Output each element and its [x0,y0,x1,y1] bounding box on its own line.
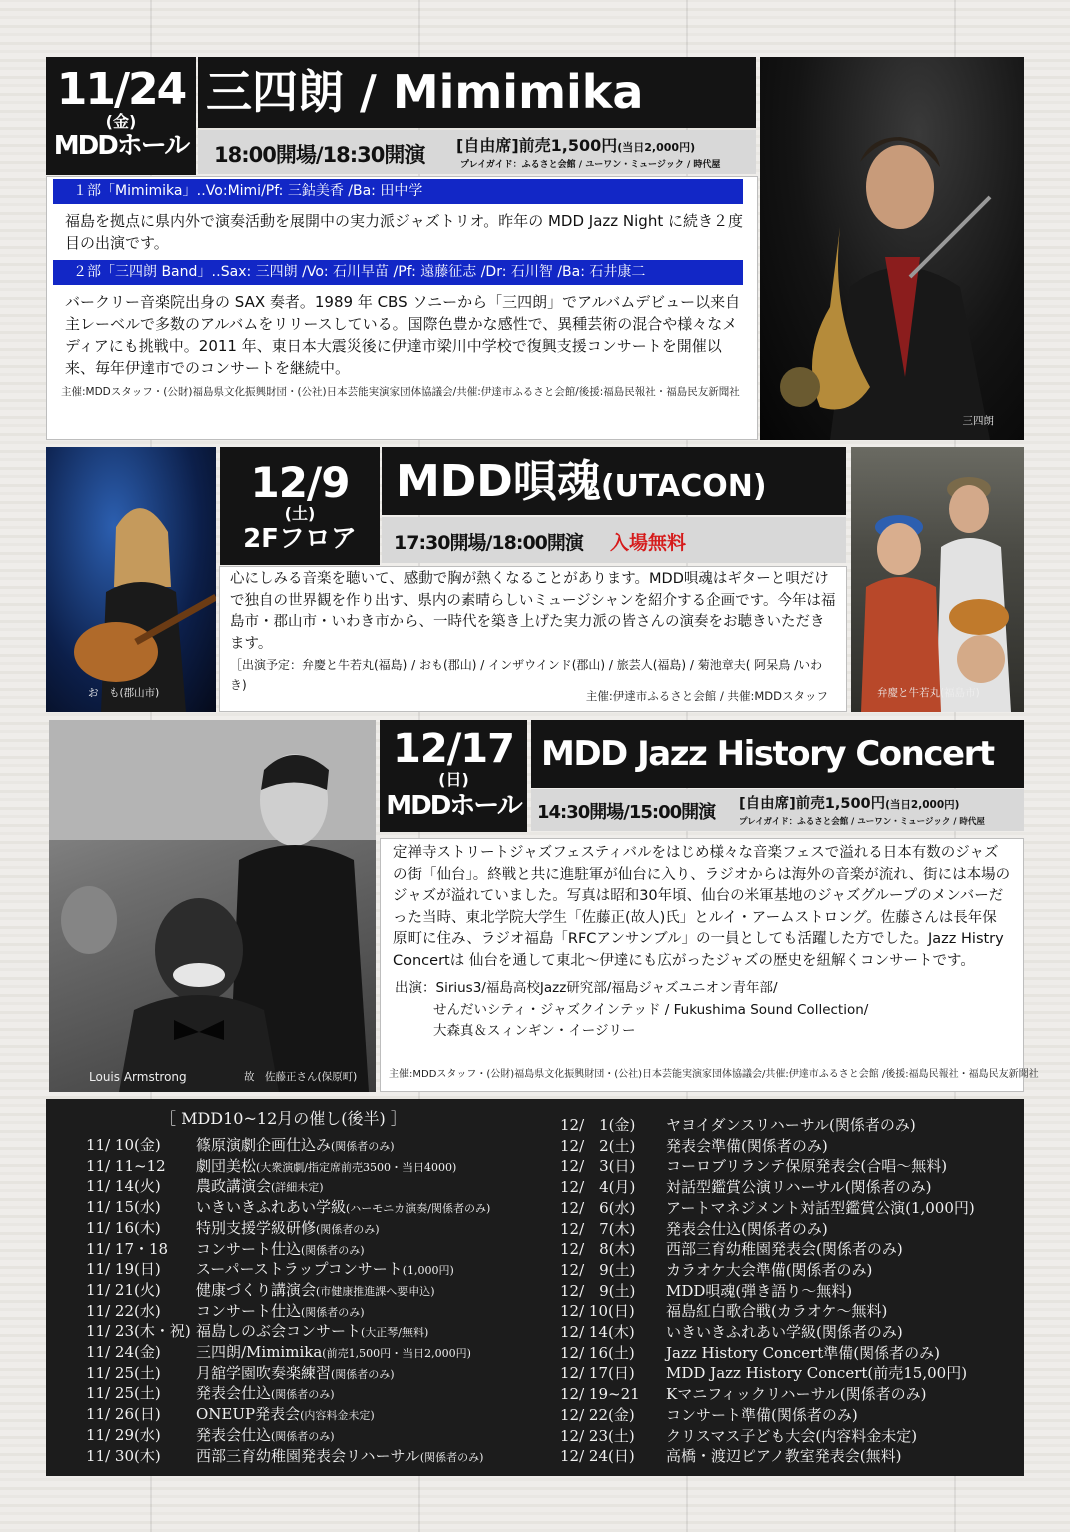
schedule-date: 12/ 22(金) [560,1405,635,1424]
schedule-title: 高橋・渡辺ピアノ教室発表会(無料) [666,1447,902,1466]
schedule-title: コンサート仕込 [196,1301,302,1320]
event-1-title: 三四朗 / Mimimika [198,57,756,128]
schedule-row [560,1363,967,1383]
event-3-performers-1: 出演：Sirius3/福島高校Jazz研究部/福島ジャズユニオン青年部/ [395,980,778,996]
event-3-title: MDD Jazz History Concert [531,720,1024,788]
schedule-date: 11/ 25(土) [86,1384,161,1403]
schedule-date: 12/ 16(土) [560,1343,635,1362]
schedule-title: 農政講演会 [196,1177,272,1196]
schedule-row [86,1218,380,1240]
schedule-row [86,1135,395,1157]
event-1-weekday: (金) [105,112,137,131]
schedule-title: MDD Jazz History Concert(前売15,00円) [666,1364,968,1383]
schedule-title: 発表会仕込 [196,1384,272,1403]
event-1-part1-desc: 福島を拠点に県内外で演奏活動を展開中の実力派ジャズトリオ。昨年の MDD Jazz Night に続き２度目の出演です。 [65,212,743,252]
event-3-date-box [380,720,527,832]
event-2-photo-left-caption: お も(郡山市) [88,687,160,699]
event-2-free: 入場無料 [610,532,687,554]
schedule-date: 11/ 17・18 [86,1239,169,1258]
schedule-row [560,1405,858,1425]
schedule-title: Jazz History Concert準備(関係者のみ) [666,1343,940,1362]
schedule-note: (関係者のみ) [271,1429,335,1443]
event-3-sponsor: 主催:MDDスタッフ・(公財)福島県文化振興財団・(公社)日本芸能実演家団体協議会/共催:伊達市ふるさと会館 /後援:福島民報社・福島民友新聞社 [389,1068,1039,1080]
schedule-title: 篠原演劇企画仕込み [196,1136,332,1154]
event-1-playguide: プレイガイド：ふるさと会館 / ユーワン・ミュージック / 時代屋 [460,160,721,170]
schedule-date: 11/ 19(日) [86,1260,161,1279]
schedule-date: 11/ 30(木) [86,1446,161,1465]
schedule-date: 11/ 16(木) [86,1218,161,1237]
schedule-note: (市健康推進課へ要申込) [316,1284,435,1298]
event-2-title: MDD唄魂 [396,456,601,507]
duo-musicians-image [851,447,1024,712]
event-3-caption-sato: 故 佐藤正さん(保原町) [244,1071,358,1083]
event-3-time: 14:30開場/15:00開演 [537,802,716,823]
event-2-time: 17:30開場/18:00開演 [394,532,583,554]
schedule-title: Kマニフィックリハーサル(関係者のみ) [666,1385,927,1404]
event-2-title-sub: (UTACON) [600,469,767,504]
event-2-text-box [219,566,847,712]
schedule-row [560,1136,828,1156]
schedule-date: 12/ 17(日) [560,1364,635,1383]
event-3-venue: MDDホール [386,791,521,821]
event-1-text-box [46,176,758,440]
schedule-date: 12/ 23(土) [560,1426,635,1445]
schedule-date: 11/ 15(水) [86,1198,161,1217]
schedule-title: 対話型鑑賞公演リハーサル(関係者のみ) [666,1178,932,1197]
event-1-photo-saxophonist [760,57,1024,440]
schedule-row [86,1321,428,1343]
schedule-row [560,1156,947,1176]
event-3-text-box [380,838,1039,1092]
event-2-lineup: ［出演予定：弁慶と牛若丸(福島) / おも(郡山) / インザウインド(郡山) / 旅芸人(福島) / 菊池章夫( 阿呆鳥 /いわき) [230,658,823,692]
schedule-date: 12/ 8(木) [560,1240,636,1259]
schedule-note: (前売1,500円・当日2,000円) [322,1347,471,1360]
schedule-title: コーロブリランテ保原発表会(合唱〜無料) [666,1157,948,1176]
event-3-weekday: (日) [438,770,469,789]
schedule-date: 11/ 10(金) [86,1136,161,1154]
schedule-note: (詳細未定) [271,1181,324,1195]
event-2-info-bar [382,517,846,563]
schedule-row [86,1156,456,1178]
schedule-row [86,1383,335,1405]
schedule-date: 11/ 24(金) [86,1343,161,1361]
event-1-info-bar [198,130,756,174]
event-3-performers-2: せんだいシティ・ジャズクインテッド / Fukushima Sound Collection/ [433,1001,869,1018]
schedule-date: 12/ 9(土) [560,1281,636,1300]
schedule-date: 12/ 7(木) [560,1219,636,1238]
event-1-date: 11/24 [56,64,186,115]
schedule-title: 健康づくり講演会 [196,1280,317,1299]
schedule-note: (内容料金未定) [300,1409,375,1423]
schedule-date: 11/ 25(土) [86,1363,161,1382]
schedule-note: (大正琴/無料) [361,1326,429,1340]
schedule-date: 12/ 4(月) [560,1178,636,1197]
schedule-date: 12/ 6(水) [560,1198,636,1217]
schedule-note: (関係者のみ) [331,1140,395,1153]
schedule-row [560,1281,852,1301]
schedule-title: 福島しのぶ会コンサート [196,1322,362,1341]
schedule-title: 発表会仕込(関係者のみ) [666,1219,828,1238]
schedule-title: 三四朗/Mimimika [196,1343,323,1361]
schedule-note: (関係者のみ) [316,1222,380,1236]
schedule-row [560,1115,916,1135]
schedule-row [560,1260,872,1280]
schedule-row [86,1342,471,1364]
event-2-photo-right [851,447,1024,712]
schedule-note: (大衆演劇/指定席前売3500・当日4000) [256,1160,457,1174]
schedule-title: 劇団美松 [196,1156,257,1175]
event-1-venue: MDDホール [53,131,189,161]
schedule-date: 11/ 26(日) [86,1405,161,1424]
schedule-title: ONEUP発表会 [196,1405,301,1424]
event-3-desc: 定禅寺ストリートジャズフェスティバルをはじめ様々な音楽フェスで溢れる日本有数のジャズの街「仙台」。終戦と共に進駐軍が仙台に入り、ラジオからは海外の音楽が流れ、街には本場のジャズが溢れていました。写真は昭和30年頃、仙台の米軍基地のジャズグループのメンバーだった当時、東北学院大学生「佐藤正(故人)氏」とルイ・アームストロング。佐藤さんは長年保原町に住み、ラジオ福島「RFCアンサンブル」の一員としても活躍した方でした。Jazz Histry Concertは 仙台を通して東北〜伊達にも広がったジャズの歴史を紐解くコンサートです。 [393,845,1011,969]
schedule-row [86,1404,375,1426]
schedule-note: (関係者のみ) [331,1367,395,1381]
event-1-part1-band: １部「Mimimika」‥Vo:Mimi/Pf: 三鈷美香 /Ba: 田中学 [53,179,743,204]
event-2-title-box [382,447,846,515]
schedule-title: ヤヨイダンスリハーサル(関係者のみ) [666,1116,916,1134]
schedule-row [560,1322,903,1342]
schedule-title: カラオケ大会準備(関係者のみ) [666,1260,873,1279]
schedule-title: 福島紅白歌合戦(カラオケ〜無料) [666,1302,888,1321]
schedule-note: (関係者のみ) [419,1450,484,1464]
schedule-row [86,1259,454,1281]
schedule-row [560,1446,902,1466]
event-2-photo-right-caption: 弁慶と牛若丸(福島市) [877,687,980,699]
schedule-row [560,1177,932,1197]
schedule-note: (関係者のみ) [301,1243,365,1257]
event-3-info-bar [531,789,1024,831]
event-1-part2-desc: バークリー音楽院出身の SAX 奏者。1989 年 CBS ソニーから「三四朗」でアルバムデビュー以来自主レーベルで多数のアルバムをリリースしている。国際色豊かな感性で、異種芸術の混合や様々なメディアにも挑戦中。2011 年、東日本大震災後に伊達市梁川中学校で復興支援コンサートを開催以来、毎年伊達市でのコンサートを継続中。 [65,293,741,377]
schedule-row [86,1446,483,1468]
schedule-date: 12/ 1(金) [560,1116,636,1134]
schedule-note: (1,000円) [402,1264,454,1278]
saxophonist-image [760,57,1024,440]
event-1-ticket: [自由席]前売1,500円(当日2,000円) [456,136,696,155]
schedule-heading: ［ MDD10~12月の催し(後半) ］ [160,1109,407,1128]
event-3-playguide: プレイガイド：ふるさと会館 / ユーワン・ミュージック / 時代屋 [739,817,985,827]
schedule-title: 西部三育幼稚園発表会(関係者のみ) [666,1240,903,1259]
schedule-title: MDD唄魂(弾き語り〜無料) [666,1281,853,1300]
schedule-date: 12/ 14(木) [560,1323,635,1341]
event-2-date-box [220,447,380,565]
schedule-title: 特別支援学級研修 [196,1218,317,1237]
schedule-title: スーパーストラップコンサート [196,1260,403,1279]
event-1-photo-caption: 三四朗 [962,415,994,427]
schedule-note: (関係者のみ) [301,1305,365,1319]
schedule-title: コンサート準備(関係者のみ) [666,1405,858,1424]
schedule-date: 11/ 14(火) [86,1177,161,1196]
armstrong-and-sato-image [49,720,376,1092]
event-2-sponsor: 主催:伊達市ふるさと会館 / 共催:MDDスタッフ [585,688,828,703]
schedule-date: 11/ 21(火) [86,1280,161,1299]
event-2-photo-left [46,447,216,712]
schedule-date: 12/ 9(土) [560,1260,636,1279]
schedule-row [86,1197,490,1219]
schedule-row [86,1425,335,1447]
schedule-date: 12/ 10(日) [560,1302,635,1321]
event-3-date: 12/17 [393,726,514,772]
schedule-title: 月舘学園吹奏楽練習 [196,1363,332,1382]
schedule-title: いきいきふれあい学級(関係者のみ) [666,1323,903,1341]
event-2-venue: 2Fフロア [243,524,357,554]
schedule-title: クリスマス子ども大会(内容料金未定) [666,1426,918,1445]
schedule-date: 12/ 19~21 [560,1385,640,1404]
event-1-time: 18:00開場/18:30開演 [214,143,425,167]
schedule-row [560,1198,975,1218]
event-1-date-box [46,57,196,175]
schedule-row [560,1219,828,1239]
schedule-date: 11/ 23(木・祝) [86,1322,191,1341]
event-1-sponsor: 主催:MDDスタッフ・(公財)福島県文化振興財団・(公社)日本芸能実演家団体協議会/共催:伊達市ふるさと会館/後援:福島民報社・福島民友新聞社 [61,386,740,398]
schedule-row [86,1176,324,1198]
guitarist-woman-image [46,447,216,712]
schedule-row [560,1301,887,1321]
schedule-note: (ハーモニカ演奏/関係者のみ) [346,1202,491,1216]
event-3-ticket: [自由席]前売1,500円(当日2,000円) [739,796,960,812]
schedule-row [560,1239,903,1259]
schedule-date: 11/ 29(水) [86,1425,161,1444]
event-3-caption-armstrong: Louis Armstrong [89,1070,187,1084]
schedule-date: 12/ 3(日) [560,1157,636,1176]
schedule-row [86,1280,435,1302]
event-2-desc: 心にしみる音楽を聴いて、感動で胸が熱くなることがあります。MDD唄魂はギターと唄だけで独自の世界観を作り出す、県内の素晴らしいミュージシャンを紹介する企画です。今年は福島市・郡山市・いわき市から、一時代を築き上げた実力派の皆さんの演奏をお聴きいただきます。 [230,571,836,652]
schedule-panel [46,1099,1024,1476]
schedule-title: 西部三育幼稚園発表会リハーサル [196,1446,420,1465]
schedule-date: 11/ 22(水) [86,1301,161,1320]
schedule-row [86,1363,395,1385]
schedule-row [560,1384,927,1404]
event-3-performers-3: 大森真＆スィンギン・イージリー [433,1023,636,1039]
schedule-row [560,1426,917,1446]
schedule-date: 12/ 24(日) [560,1447,635,1466]
schedule-row [86,1301,365,1323]
schedule-date: 11/ 11~12 [86,1156,166,1175]
schedule-note: (関係者のみ) [271,1388,335,1402]
schedule-title: いきいきふれあい学級 [196,1198,347,1217]
schedule-title: 発表会仕込 [196,1425,272,1444]
schedule-date: 12/ 2(土) [560,1136,636,1155]
event-3-photo-armstrong [49,720,376,1092]
schedule-row [86,1239,365,1261]
event-2-date: 12/9 [250,458,350,507]
schedule-row [560,1343,940,1363]
event-1-part2-band: ２部「三四朗 Band」‥Sax: 三四朗 /Vo: 石川早苗 /Pf: 遠藤征志 /Dr: 石川智 /Ba: 石井康二 [53,260,743,285]
schedule-title: アートマネジメント対話型鑑賞公演(1,000円) [666,1198,975,1217]
schedule-title: 発表会準備(関係者のみ) [666,1136,828,1155]
schedule-title: コンサート仕込 [196,1239,302,1258]
event-2-weekday: (土) [284,504,316,523]
